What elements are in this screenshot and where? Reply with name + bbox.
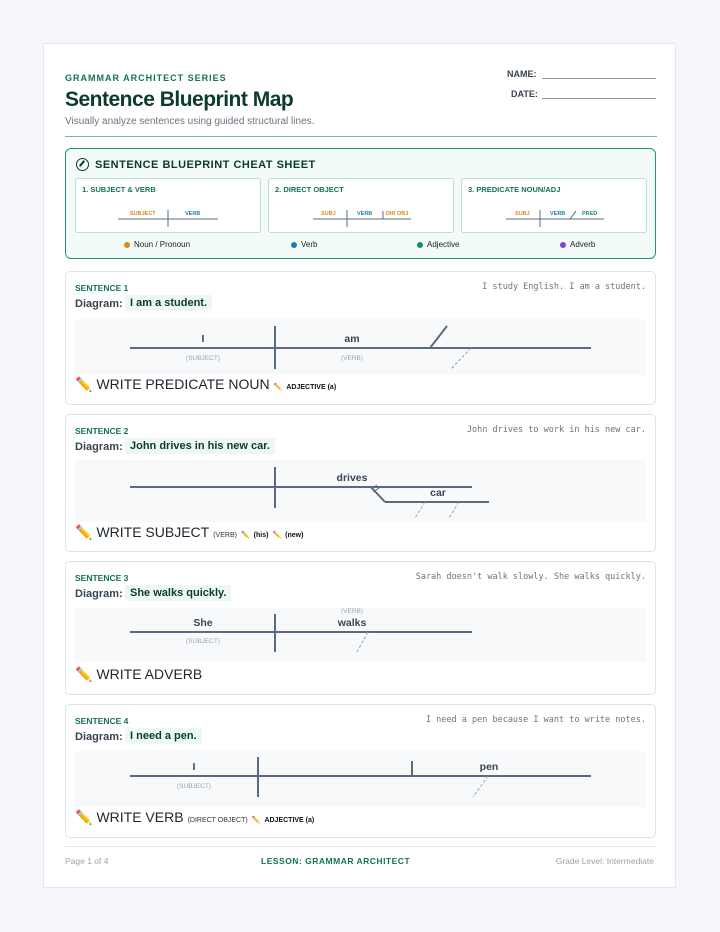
diagram-lines (75, 460, 646, 522)
legend-dot (560, 242, 566, 248)
mini-diagram (76, 179, 262, 234)
mini-label: SUBJ (515, 211, 530, 217)
diagram-label: Diagram: (75, 441, 123, 453)
cheat-box-title: 3. PREDICATE NOUN/ADJ (468, 185, 561, 194)
legend-label: Verb (301, 240, 318, 249)
verb-word: drives (336, 472, 368, 484)
diagram-area (75, 751, 646, 807)
cheat-box-predicate (461, 178, 647, 233)
mini-label: SUBJ (321, 211, 336, 217)
date-field[interactable] (511, 89, 538, 99)
mini-label: PRED (582, 211, 598, 217)
footer-grade: Grade Level: Intermediate (555, 856, 654, 866)
extra-hint: (VERB) (213, 532, 237, 539)
sentence-card-3 (65, 561, 656, 695)
legend-label: Adjective (427, 240, 460, 249)
legend-dot (124, 242, 130, 248)
subject-hint: (SUBJECT) (186, 638, 220, 645)
sentence-source: I study English. I am a student. (482, 282, 646, 292)
pencil-icon: ✏️ (273, 384, 283, 391)
pencil-icon: ✏️ (75, 666, 93, 682)
sentence-source: I need a pen because I want to write notes. (425, 715, 646, 725)
sentence-source: Sarah doesn't walk slowly. She walks quickly. (415, 572, 646, 582)
mini-label: DIR OBJ (386, 211, 409, 217)
diagram-sentence: She walks quickly. (125, 585, 231, 601)
page-title: Sentence Blueprint Map (65, 88, 294, 111)
mini-label: VERB (185, 211, 201, 217)
pencil-icon: ✏️ (75, 376, 93, 392)
mini-label: VERB (550, 211, 566, 217)
legend-dot (291, 242, 297, 248)
diagram-area (75, 319, 646, 375)
date-line (542, 98, 656, 99)
subject-word: She (193, 617, 213, 629)
sentence-card-2 (65, 414, 656, 552)
pencil-icon: ✏️ (75, 809, 93, 825)
object-word: car (430, 487, 446, 499)
mini-diagram (269, 179, 455, 234)
cheat-box-title: 1. SUBJECT & VERB (82, 185, 156, 194)
sentence-number: SENTENCE 3 (75, 573, 129, 583)
diagram-area (75, 608, 646, 662)
sentence-card-4 (65, 704, 656, 838)
pencil-icon: ✏️ (272, 532, 282, 539)
verb-hint: (VERB) (340, 608, 364, 615)
diagram-lines (75, 319, 646, 375)
extra-hint: (DIRECT OBJECT) (187, 817, 248, 824)
legend-label: Noun / Pronoun (134, 240, 191, 249)
pencil-icon: ✏️ (240, 532, 250, 539)
extra-hint: (new) (285, 532, 304, 539)
worksheet-page (43, 43, 676, 888)
diagram-lines (75, 751, 646, 807)
write-instruction: WRITE SUBJECT (96, 524, 210, 540)
sentence-card-1 (65, 271, 656, 405)
diagram-label: Diagram: (75, 731, 123, 743)
verb-word: walks (337, 617, 367, 629)
diagram-sentence: John drives in his new car. (125, 438, 275, 454)
diagram-sentence: I need a pen. (125, 728, 202, 744)
mini-label: VERB (357, 211, 373, 217)
diagram-label: Diagram: (75, 588, 123, 600)
object-word: pen (479, 761, 499, 773)
series-label: GRAMMAR ARCHITECT SERIES (65, 73, 227, 83)
cheat-title-text: SENTENCE BLUEPRINT CHEAT SHEET (95, 158, 316, 171)
legend-adjective (417, 240, 459, 249)
legend-adverb (560, 240, 595, 249)
legend-label: Adverb (570, 240, 596, 249)
diagram-sentence: I am a student. (125, 295, 212, 311)
legend-dot (417, 242, 423, 248)
footer-lesson: LESSON: GRAMMAR ARCHITECT (261, 856, 411, 866)
sentence-source: John drives to work in his new car. (466, 425, 646, 435)
write-prompt (75, 524, 303, 541)
write-instruction: WRITE PREDICATE NOUN (96, 376, 270, 392)
sentence-number: SENTENCE 2 (75, 426, 129, 436)
date-label: DATE: (511, 89, 538, 99)
extra-hint: (his) (253, 532, 269, 539)
footer-page: Page 1 of 4 (65, 856, 109, 866)
write-prompt (75, 809, 314, 826)
write-instruction: WRITE ADVERB (96, 666, 203, 682)
subject-word: I (201, 333, 205, 345)
pencil-icon: ✏️ (251, 817, 261, 824)
cheat-box-subject-verb (75, 178, 261, 233)
diagram-area (75, 460, 646, 522)
mini-diagram (462, 179, 648, 234)
name-label: NAME: (507, 69, 537, 79)
subject-hint: (SUBJECT) (177, 783, 211, 790)
extra-hint: ADJECTIVE (a) (264, 817, 315, 824)
legend-verb (291, 240, 317, 249)
cheat-box-title: 2. DIRECT OBJECT (275, 185, 344, 194)
footer-divider (65, 846, 656, 847)
write-prompt (75, 666, 202, 683)
extra-hint: ADJECTIVE (a) (286, 384, 337, 391)
name-field[interactable] (507, 69, 537, 79)
header-divider (65, 136, 657, 137)
mini-label: SUBJECT (130, 211, 156, 217)
subject-word: I (192, 761, 196, 773)
verb-word: am (344, 333, 360, 345)
verb-hint: (VERB) (340, 355, 364, 362)
subject-hint: (SUBJECT) (186, 355, 220, 362)
sentence-number: SENTENCE 4 (75, 716, 129, 726)
legend-noun (124, 240, 190, 249)
cheat-sheet (65, 148, 656, 259)
compass-icon (76, 158, 89, 171)
write-prompt (75, 376, 336, 393)
cheat-box-direct-object (268, 178, 454, 233)
cheat-sheet-title (76, 158, 316, 171)
write-instruction: WRITE VERB (96, 809, 184, 825)
diagram-label: Diagram: (75, 298, 123, 310)
name-line (542, 78, 656, 79)
page-subtitle: Visually analyze sentences using guided structural lines. (65, 116, 315, 127)
pencil-icon: ✏️ (75, 524, 93, 540)
sentence-number: SENTENCE 1 (75, 283, 129, 293)
